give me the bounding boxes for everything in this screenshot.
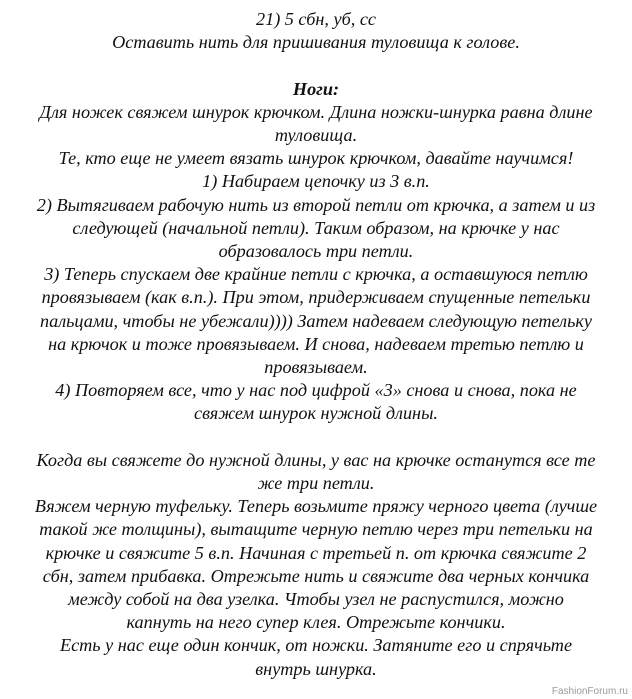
text-line: туловища.	[274, 125, 358, 145]
text-line: внутрь шнурка.	[255, 658, 377, 679]
blank-line	[10, 54, 622, 77]
watermark: FashionForum.ru	[551, 686, 628, 697]
section-heading: Ноги:	[292, 78, 340, 99]
text-line: Когда вы свяжете до нужной длины, у вас на крючке останутся все те	[36, 449, 596, 470]
text-line: Те, кто еще не умеет вязать шнурок крючком, давайте научимся!	[58, 148, 574, 169]
text-line: пальцами, чтобы не убежали)))) Затем надеваем следующую петельку	[40, 310, 592, 331]
text-line: 3) Теперь спускаем две крайние петли с крючка, а оставшуюся петлю	[44, 264, 588, 285]
text-line: свяжем шнурок нужной длины.	[194, 403, 438, 424]
text-line: провязываем.	[264, 357, 368, 378]
text-line: Есть у нас еще один кончик, от ножки. Затяните его и спрячьте	[59, 635, 573, 656]
text-line: 1) Набираем цепочку из 3 в.п.	[202, 171, 430, 192]
text-line: Для ножек свяжем шнурок крючком. Длина ножки-шнурка равна длине	[39, 101, 593, 122]
text-line: 2) Вытягиваем рабочую нить из второй петли от крючка, а затем и из	[36, 194, 596, 215]
text-line: Вяжем черную туфельку. Теперь возьмите пряжу черного цвета (лучше	[34, 496, 598, 517]
text-line: Оставить нить для пришивания туловища к голове.	[112, 32, 520, 53]
text-line: на крючок и тоже провязываем. И снова, надеваем третью петлю и	[48, 333, 584, 354]
text-line: образовалось три петли.	[218, 241, 414, 262]
text-line: такой же толщины), вытащите черную петлю через три петельки на	[39, 519, 593, 540]
text-line: сбн, затем прибавка. Отрежьте нить и свяжите два черных кончика	[42, 565, 590, 586]
text-line: 4) Повторяем все, что у нас под цифрой «3» снова и снова, пока не	[55, 380, 577, 401]
text-line: же три петли.	[257, 473, 375, 494]
text-line: следующей (начальной петли). Таким образом, на крючке у нас	[72, 217, 560, 238]
text-line: между собой на два узелка. Чтобы узел не распустился, можно	[68, 589, 564, 610]
text-line: 21) 5 сбн, уб, сс	[256, 9, 376, 29]
blank-line	[10, 426, 622, 449]
text-line: провязываем (как в.п.). При этом, придерживаем спущенные петельки	[41, 287, 591, 308]
text-line: крючке и свяжите 5 в.п. Начиная с третьей п. от крючка свяжите 2	[45, 542, 587, 563]
text-line: капнуть на него супер клея. Отрежьте кончики.	[126, 612, 506, 633]
